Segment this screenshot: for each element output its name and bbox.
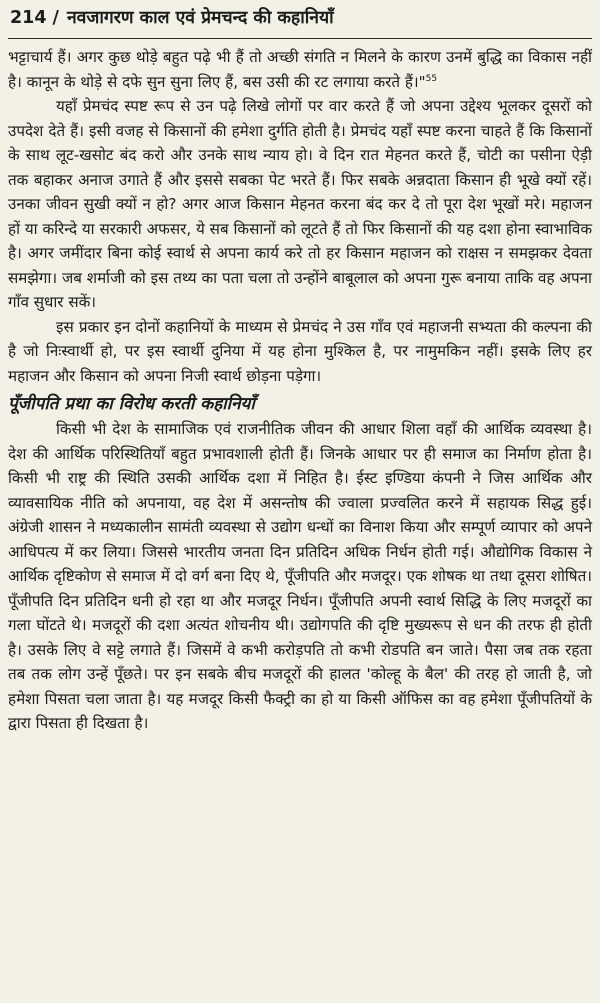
paragraph: इस प्रकार इन दोनों कहानियों के माध्यम से प्रेमचंद ने उस गाँव एवं महाजनी सभ्यता की कल्पना की है जो निःस्वार्थी हो, पर इस स्वार्थी दुनिया में यह होना मुश्किल है, पर नामुमकिन नहीं। इसके लिए हर महाजन और किसान को अपना निजी स्वार्थ छोड़ना पड़ेगा।: [8, 317, 592, 385]
paragraph: यहाँ प्रेमचंद स्पष्ट रूप से उन पढ़े लिखे लोगों पर वार करते हैं जो अपना उद्देश्य भूलकर दूसरों को उपदेश देते हैं। इसी वजह से किसानों की हमेशा दुर्गति होती है। प्रेमचंद यहाँ स्पष्ट करना चाहते हैं कि किसानों के साथ लूट-खसोट बंद करो और उनके साथ न्याय हो। वे दिन रात मेहनत करते हैं, चोटी का पसीना ऐड़ी तक बहाकर अनाज उगाते हैं और इससे सबका पेट भरते हैं। फिर सबके अन्नदाता किसान ही भूखे क्यों रहें। उनका जीवन सुखी क्यों न हो? अगर आज किसान मेहनत करना बंद कर दे तो पूरा देश भूखों मरे। महाजन हों या करिन्दे या सरकारी अफसर, ये सब किसानों को लूटते हैं तो फिर किसानों की यह दशा होना स्वाभाविक है। अगर जमींदार बिना कोई स्वार्थ से अपना कार्य करे तो हर किसान महाजन को राक्षस न समझकर देवता समझेगा। जब शर्माजी को इस तथ्य का पता चला तो उन्होंने बाबूलाल को अपना गुरू बनाया ताकि वह अपना गाँव सुधार सकें।: [8, 97, 592, 311]
footnote-marker: 55: [425, 73, 438, 84]
book-title: नवजागरण काल एवं प्रेमचन्द की कहानियाँ: [66, 8, 334, 28]
section-heading: पूँजीपति प्रथा का विरोध करती कहानियाँ: [8, 394, 255, 414]
page-body: [8, 45, 592, 736]
paragraph-quote-continuation: [8, 45, 592, 94]
quote-text: भट्टाचार्य हैं। अगर कुछ थोड़े बहुत पढ़े भी हैं तो अच्छी संगति न मिलने के कारण उनमें बुद्धि का विकास नहीं है। कानून के थोड़े से दफे सुन सुना लिए हैं, बस उसी की रट लगाया करते हैं।": [8, 48, 592, 91]
header-rule: [8, 38, 592, 39]
page-number: 214: [10, 8, 47, 28]
running-header: [8, 6, 592, 30]
paragraph: किसी भी देश के सामाजिक एवं राजनीतिक जीवन की आधार शिला वहाँ की आर्थिक व्यवस्था है। देश की आर्थिक परिस्थितियाँ बहुत प्रभावशाली होती हैं। जिनके आधार पर ही समाज का निर्माण होता है। किसी भी राष्ट्र की स्थिति उसकी आर्थिक दशा में निहित है। ईस्ट इण्डिया कंपनी ने जिस आर्थिक और व्यावसायिक नीति को अपनाया, वह देश में असन्तोष की ज्वाला प्रज्वलित करने में सहायक सिद्ध हुई। अंग्रेजी शासन ने मध्यकालीन सामंती व्यवस्था से उद्योग धन्धों का विनाश किया और सम्पूर्ण व्यापार को अपने आधिपत्य में कर लिया। जिससे भारतीय जनता दिन प्रतिदिन अधिक निर्धन होती गई। औद्योगिक विकास ने आर्थिक दृष्टिकोण से समाज में दो वर्ग बना दिए थे, पूँजीपति और मजदूर। एक शोषक था तथा दूसरा शोषित। पूँजीपति दिन प्रतिदिन धनी हो रहा था और मजदूर निर्धन। पूँजीपति अपनी स्वार्थ सिद्धि के लिए मजदूरों का गला घोंटते थे। मजदूरों की दशा अत्यंत शोचनीय थी। उद्योगपति की दृष्टि मुख्यरूप से धन की तरफ ही होती है। उसके लिए वे सट्टे लगाते हैं। जिसमें वे कभी करोड़पति तो कभी रोडपति बन जाते। पैसा जब तक रहता तब तक लोग उन्हें पूँछते। पर इन सबके बीच मजदूरों की हालत 'कोल्हू के बैल' की तरह हो जाती है, जो हमेशा पिसता चला जाता है। यह मजदूर किसी फैक्ट्री का हो या किसी ऑफिस का वह हमेशा पूँजीपतियों के द्वारा पिसता ही दिखता है।: [8, 420, 592, 732]
header-separator: /: [52, 8, 59, 28]
